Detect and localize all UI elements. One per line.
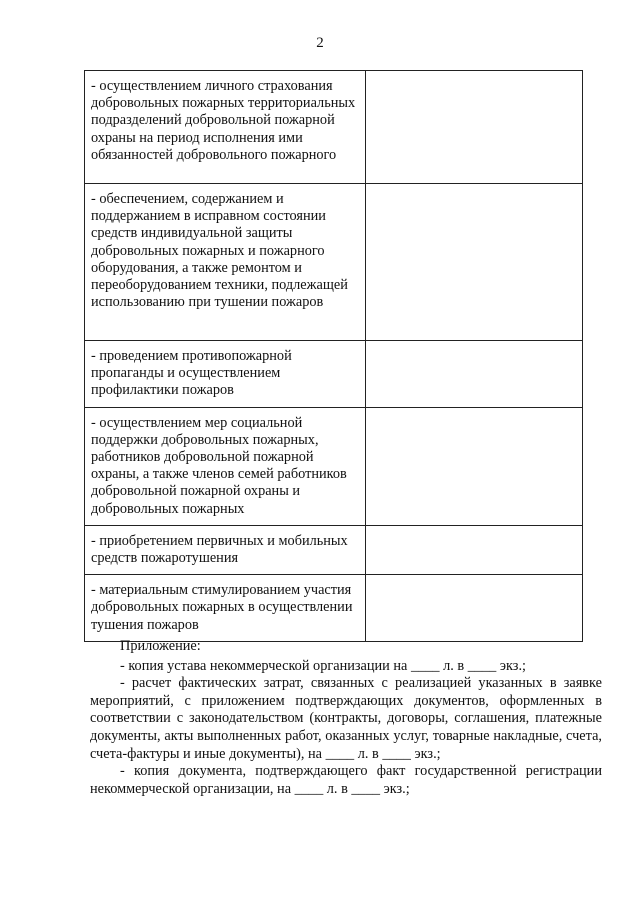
table-cell-value xyxy=(366,71,583,184)
attachments-section xyxy=(90,638,602,798)
table-cell-value xyxy=(366,184,583,341)
page-number: 2 xyxy=(316,35,324,51)
table-cell-description: - материальным стимулированием участия добровольных пожарных в осуществлении тушения пожаров xyxy=(85,575,366,642)
table-cell-description: - осуществлением личного страхования добровольных пожарных территориальных подразделений добровольной пожарной охраны на период исполнения ими обязанностей добровольного пожарного xyxy=(85,71,366,184)
table-cell-value xyxy=(366,407,583,525)
table-row xyxy=(85,525,583,574)
table-row xyxy=(85,575,583,642)
attachment-item: - копия документа, подтверждающего факт государственной регистрации некоммерческой организации, на ____ л. в ____ экз.; xyxy=(90,763,602,797)
expense-table xyxy=(84,70,583,642)
attachments-heading: Приложение: xyxy=(120,638,201,654)
attachment-item: - расчет фактических затрат, связанных с реализацией указанных в заявке мероприятий, с приложением подтверждающих документов, оформленных в соответствии с законодательством (контракты, договоры, соглашения, платежные документы, акты выполненных работ, оказанных услуг, товарные накладные, счета, счета-фактуры и иные документы), на ____ л. в ____ экз.; xyxy=(90,675,602,762)
table-cell-description: - обеспечением, содержанием и поддержанием в исправном состоянии средств индивидуальной защиты добровольных пожарных и пожарного оборудования, а также ремонтом и переоборудованием техники, подлежащей использованию при тушении пожаров xyxy=(85,184,366,341)
table-cell-description: - проведением противопожарной пропаганды и осуществлением профилактики пожаров xyxy=(85,341,366,408)
table-row xyxy=(85,407,583,525)
table-row xyxy=(85,341,583,408)
table-cell-description: - приобретением первичных и мобильных средств пожаротушения xyxy=(85,525,366,574)
table-cell-description: - осуществлением мер социальной поддержки добровольных пожарных, работников добровольной пожарной охраны, а также членов семей работников добровольной пожарной охраны и добровольных пожарных xyxy=(85,407,366,525)
table-cell-value xyxy=(366,341,583,408)
table-row xyxy=(85,71,583,184)
table-cell-value xyxy=(366,575,583,642)
attachment-item: - копия устава некоммерческой организации на ____ л. в ____ экз.; xyxy=(120,657,526,674)
table-cell-value xyxy=(366,525,583,574)
table-row xyxy=(85,184,583,341)
